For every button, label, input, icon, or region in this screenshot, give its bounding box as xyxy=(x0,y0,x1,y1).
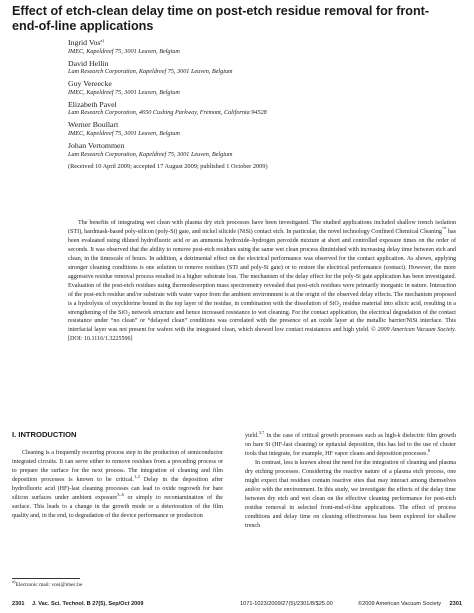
publication-dates: (Received 10 April 2009; accepted 17 August 2009; published 1 October 2009) xyxy=(68,162,268,170)
author-name: Ingrid Vos$^{a)}$ xyxy=(68,38,104,47)
intro-paragraph: Cleaning is a frequently recurring process step in the production of semiconductor integrated circuits. It can serve either to remove residues from a preceding process or to prepare the surface for the next process. The integration of cleaning and film deposition processes is known to be critical.$^{1,2}$ Delay in the deposition after hydrofluoric acid (HF)-last cleaning processes can lead to oxide regrowth for bare silicon surfaces under ambient exposure$^{3-6}$ or simply to recontamination of the surface. This leads to a change in the growth mode or a deterioration of the film quality and, in the end, to degradation of the device performance or production xyxy=(12,450,224,519)
section-heading-introduction: I. INTRODUCTION xyxy=(12,430,77,439)
author-affiliation: Lam Research Corporation, Kapeldreef 75, 3001 Leuven, Belgium xyxy=(68,68,233,76)
author-name: Elizabeth Pavel xyxy=(68,99,117,109)
citation-ref[interactable]: 3–6 xyxy=(117,491,124,497)
citation-ref[interactable]: 1,2 xyxy=(134,473,140,479)
citation-ref[interactable]: 3,7 xyxy=(258,430,265,435)
page-number-left: 2301 xyxy=(12,601,25,607)
right-column xyxy=(245,432,456,530)
author-name: Johan Vertommen xyxy=(68,140,125,150)
author-name: Guy Vereecke xyxy=(68,79,112,89)
issn-code: 1071-1023/2009/27(5)/2301/8/$25.00 xyxy=(240,601,333,607)
author-name: David Hellin xyxy=(68,58,109,68)
body-paragraph: yield.$^{3,7}$ In the case of critical growth processes such as high-k dielectric film growth on bare Si (HF-last cleaning) or epitaxial deposition, this has led to the use of cluster tools that integrate, for example, HF vapor cleans and deposition processes.$^8$ xyxy=(245,430,456,457)
author-affiliation: IMEC, Kapeldreef 75, 3001 Leuven, Belgium xyxy=(68,88,180,96)
journal-citation: J. Vac. Sci. Technol. B 27(5), Sep/Oct 2009 xyxy=(32,601,144,607)
body-paragraph: In contrast, less is known about the need for the integration of cleaning and plasma dry etching processes. Considering the reactive nature of a plasma etch process, one might expect that residues contain reactive sites that may interact among themselves and/or with the environment. In this study, we investigate the effects of the delay time between dry etch and wet clean on the effective cleaning performance for post-etch residue removal in selected front-end-of-line applications. The effect of process conditions and delay time on cleaning effectiveness has been explored for shallow trench xyxy=(245,459,456,529)
footer-copyright: ©2009 American Vacuum Society xyxy=(358,601,441,607)
author-block xyxy=(68,100,458,118)
author-footnote-mark[interactable]: a) xyxy=(100,38,104,43)
article-title: Effect of etch-clean delay time on post-etch residue removal for front-end-of-line applications xyxy=(12,4,430,33)
footnote: $^{a)}$Electronic mail: vosi@imec.be xyxy=(12,579,83,588)
page-footer xyxy=(12,600,462,609)
citation-ref[interactable]: 8 xyxy=(427,447,431,453)
left-column xyxy=(12,430,223,521)
author-affiliation: IMEC, Kapeldreef 75, 3001 Leuven, Belgium xyxy=(68,129,180,137)
abstract-copyright: © 2009 American Vacuum Society. xyxy=(371,327,456,334)
abstract xyxy=(68,219,456,344)
author-block xyxy=(68,38,458,56)
page-number-right: 2301 xyxy=(449,601,462,607)
author-affiliation: IMEC, Kapeldreef 75, 3001 Leuven, Belgium xyxy=(68,47,180,55)
doi-link[interactable]: [DOI: 10.1116/1.3225596] xyxy=(68,336,133,343)
author-block xyxy=(68,120,458,138)
abstract-text: The benefits of integrating wet clean with plasma dry etch processes have been investigated. The studied applications included shallow trench isolation (STI), hardmask-based poly-silicon (poly-Si) gate, and nickel silicide (NiSi) contact etch. In particular, the novel technology Confined Chemical Cleaning™ has been evaluated using diluted hydrofluoric acid or an ammonia hydroxide–hydrogen peroxide mixture at short and controlled exposure times on the order of seconds. It was observed that the ability to remove post-etch residues using the same wet clean process diminished with increasing delay time between etch and clean, in the timescale of hours. In addition, a detrimental effect on the electrical performance was observed for the contact application. As shown, applying stronger cleaning conditions is one solution to remove residues (STI and poly-Si gate) or to restore the electrical performance (contact). However, the more aggressive residue removal process resulted in a higher substrate loss. The mechanism of the delay effect for the poly-Si gate application has been investigated. Evaluation of the post-etch residues using thermodesorption mass spectrometry revealed that post-etch residues were primarily inorganic in nature. Interaction of the post-etch residue and/or substrate with water vapor from the ambient environment is at the origin of the observed delay effects. The mechanism proposed is a hydrolysis of oxychlorine bound in the top layer of the residue, in combination with the dissolution of SiO$_2$ residue material into silicic acid, resulting in a strengthening of the SiO$_2$ network structure and hence increased resistance to wet cleaning. For the contact application, the electrical degradation of the contact resistance under “no clean” or “delayed clean” conditions was correlated with the presence of an oxide layer at the metallic barrier/NiSi interface. This interfacial layer was not present for wafers with the integrated clean, which showed low contact resistances and high yield. © 2009 American Vacuum Society. [DOI: 10.1116/1.3225596] xyxy=(68,220,456,343)
author-affiliation: Lam Research Corporation, Kapeldreef 75, 3001 Leuven, Belgium xyxy=(68,150,233,158)
author-email[interactable]: Electronic mail: vosi@imec.be xyxy=(15,582,83,588)
author-block xyxy=(68,141,458,159)
author-block xyxy=(68,79,458,97)
author-block xyxy=(68,59,458,77)
author-list xyxy=(68,38,458,171)
footnote-divider xyxy=(12,578,80,579)
author-affiliation: Lam Research Corporation, 4650 Cushing Parkway, Fremont, California 94528 xyxy=(68,109,267,117)
author-name: Werner Boullart xyxy=(68,120,119,130)
